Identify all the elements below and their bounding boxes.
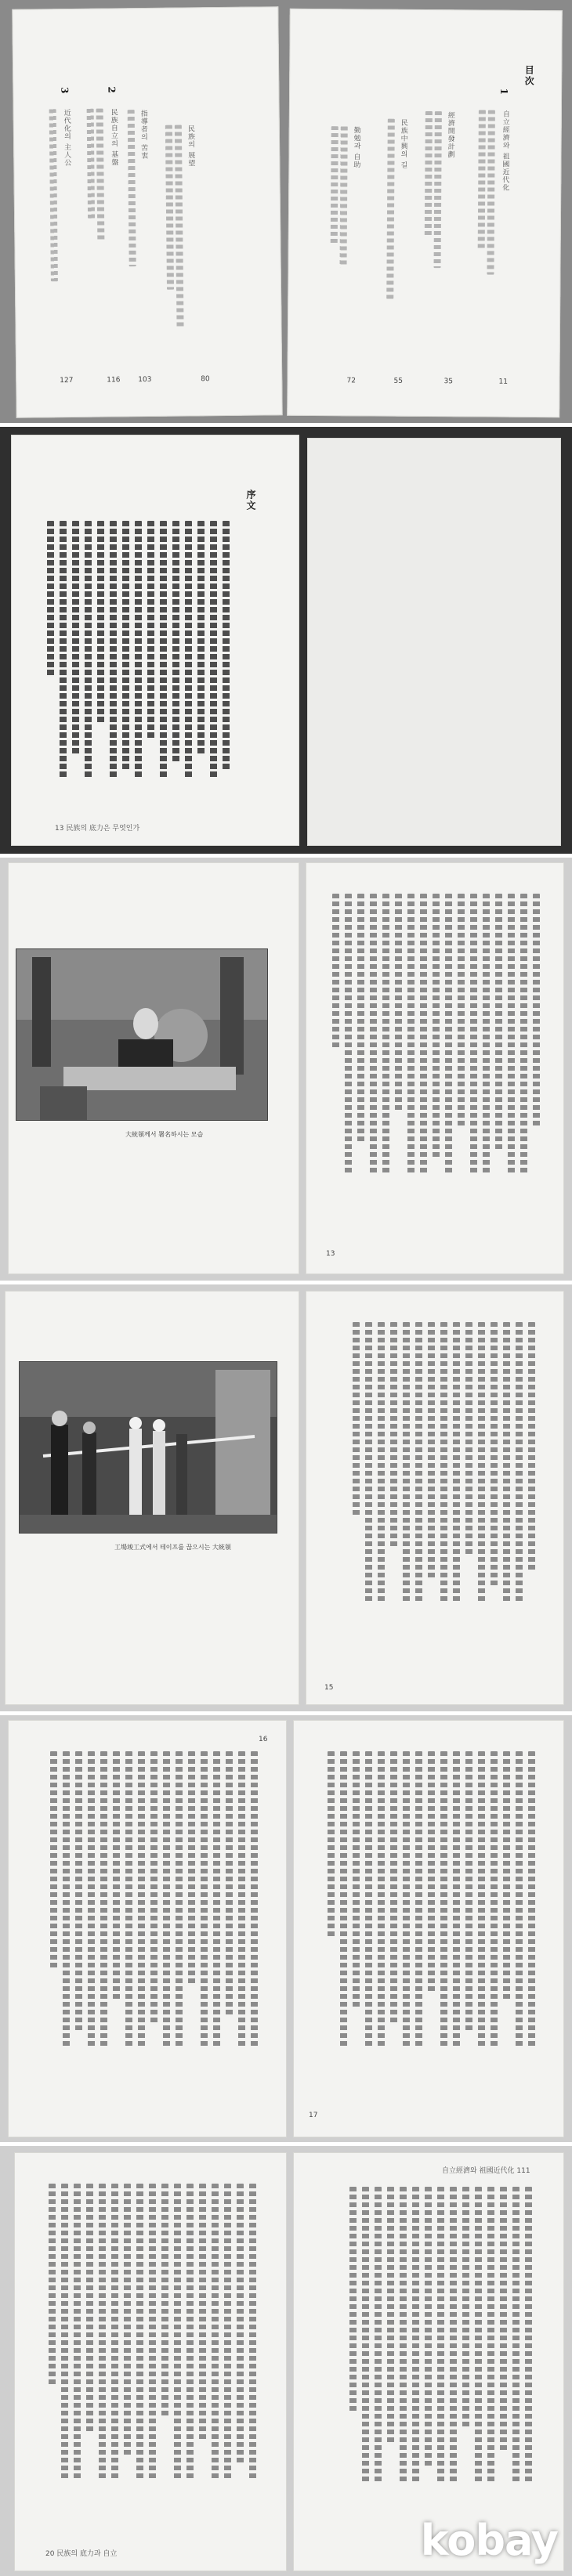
toc-page-number: 116 <box>107 376 121 385</box>
toc-entry-title: 近代化의 主人公 <box>62 109 71 167</box>
right-page <box>287 9 563 417</box>
left-page <box>12 6 282 418</box>
chapter-title: 序文 <box>245 490 256 511</box>
plate-caption: 工場竣工式에서 테이프를 끊으시는 大統領 <box>114 1544 231 1551</box>
right-page-blank <box>307 438 561 846</box>
toc-entry-title: 自立經濟와 祖國近代化 <box>501 110 509 192</box>
toc-page-number: 103 <box>138 375 152 385</box>
kobay-watermark: kobay <box>420 2516 558 2565</box>
toc-page-number: 55 <box>393 377 403 385</box>
toc-entry-title: 經濟開發計劃 <box>446 111 454 159</box>
left-page <box>14 2152 287 2571</box>
plate-photo-art <box>20 1362 277 1534</box>
left-page <box>11 435 299 846</box>
page-number: 15 <box>324 1684 334 1692</box>
toc-page-number: 11 <box>498 378 508 386</box>
toc-page-number: 127 <box>60 377 74 385</box>
plate-photo <box>16 948 268 1121</box>
page-folio: 自立經濟와 祖國近代化 111 <box>442 2167 530 2175</box>
toc-page-number: 72 <box>346 377 356 385</box>
photo-toc-spread <box>0 0 572 423</box>
toc-entry-title: 指導者의 苦衷 <box>139 109 148 160</box>
photo-plate-spread-2 <box>0 1284 572 1711</box>
right-page <box>306 862 564 1274</box>
left-page <box>5 1291 299 1705</box>
page-number: 17 <box>309 2112 318 2119</box>
right-page <box>306 1291 564 1705</box>
toc-heading: 目次 <box>523 64 535 87</box>
left-page <box>8 1720 287 2137</box>
plate-caption: 大統領께서 署名하시는 모습 <box>125 1131 204 1138</box>
toc-number: 3 <box>59 87 71 96</box>
plate-photo <box>19 1361 277 1534</box>
page-folio: 20 民族의 底力과 自立 <box>45 2550 118 2558</box>
toc-page-number: 35 <box>443 378 453 386</box>
photo-chapter-spread <box>0 427 572 854</box>
right-page <box>293 2152 564 2571</box>
toc-entry-title: 民族自立의 基盤 <box>109 108 118 167</box>
page-number: 16 <box>259 1736 268 1743</box>
toc-number: 2 <box>106 86 118 95</box>
toc-page-number: 80 <box>201 375 210 384</box>
toc-entry-title: 民族中興의 길 <box>399 118 407 169</box>
page-number: 13 <box>326 1250 335 1258</box>
toc-entry-title: 勤勉과 自助 <box>352 126 360 169</box>
left-page <box>8 862 299 1274</box>
photo-text-spread-2 <box>0 2146 572 2576</box>
plate-photo-art <box>16 949 268 1121</box>
right-page <box>293 1720 564 2137</box>
toc-entry-title: 民族의 展望 <box>186 125 195 168</box>
photo-plate-spread-1 <box>0 858 572 1281</box>
page-folio: 13 民族의 底力은 무엇인가 <box>55 825 140 833</box>
photo-text-spread-1 <box>0 1715 572 2142</box>
toc-number: 1 <box>498 88 510 97</box>
